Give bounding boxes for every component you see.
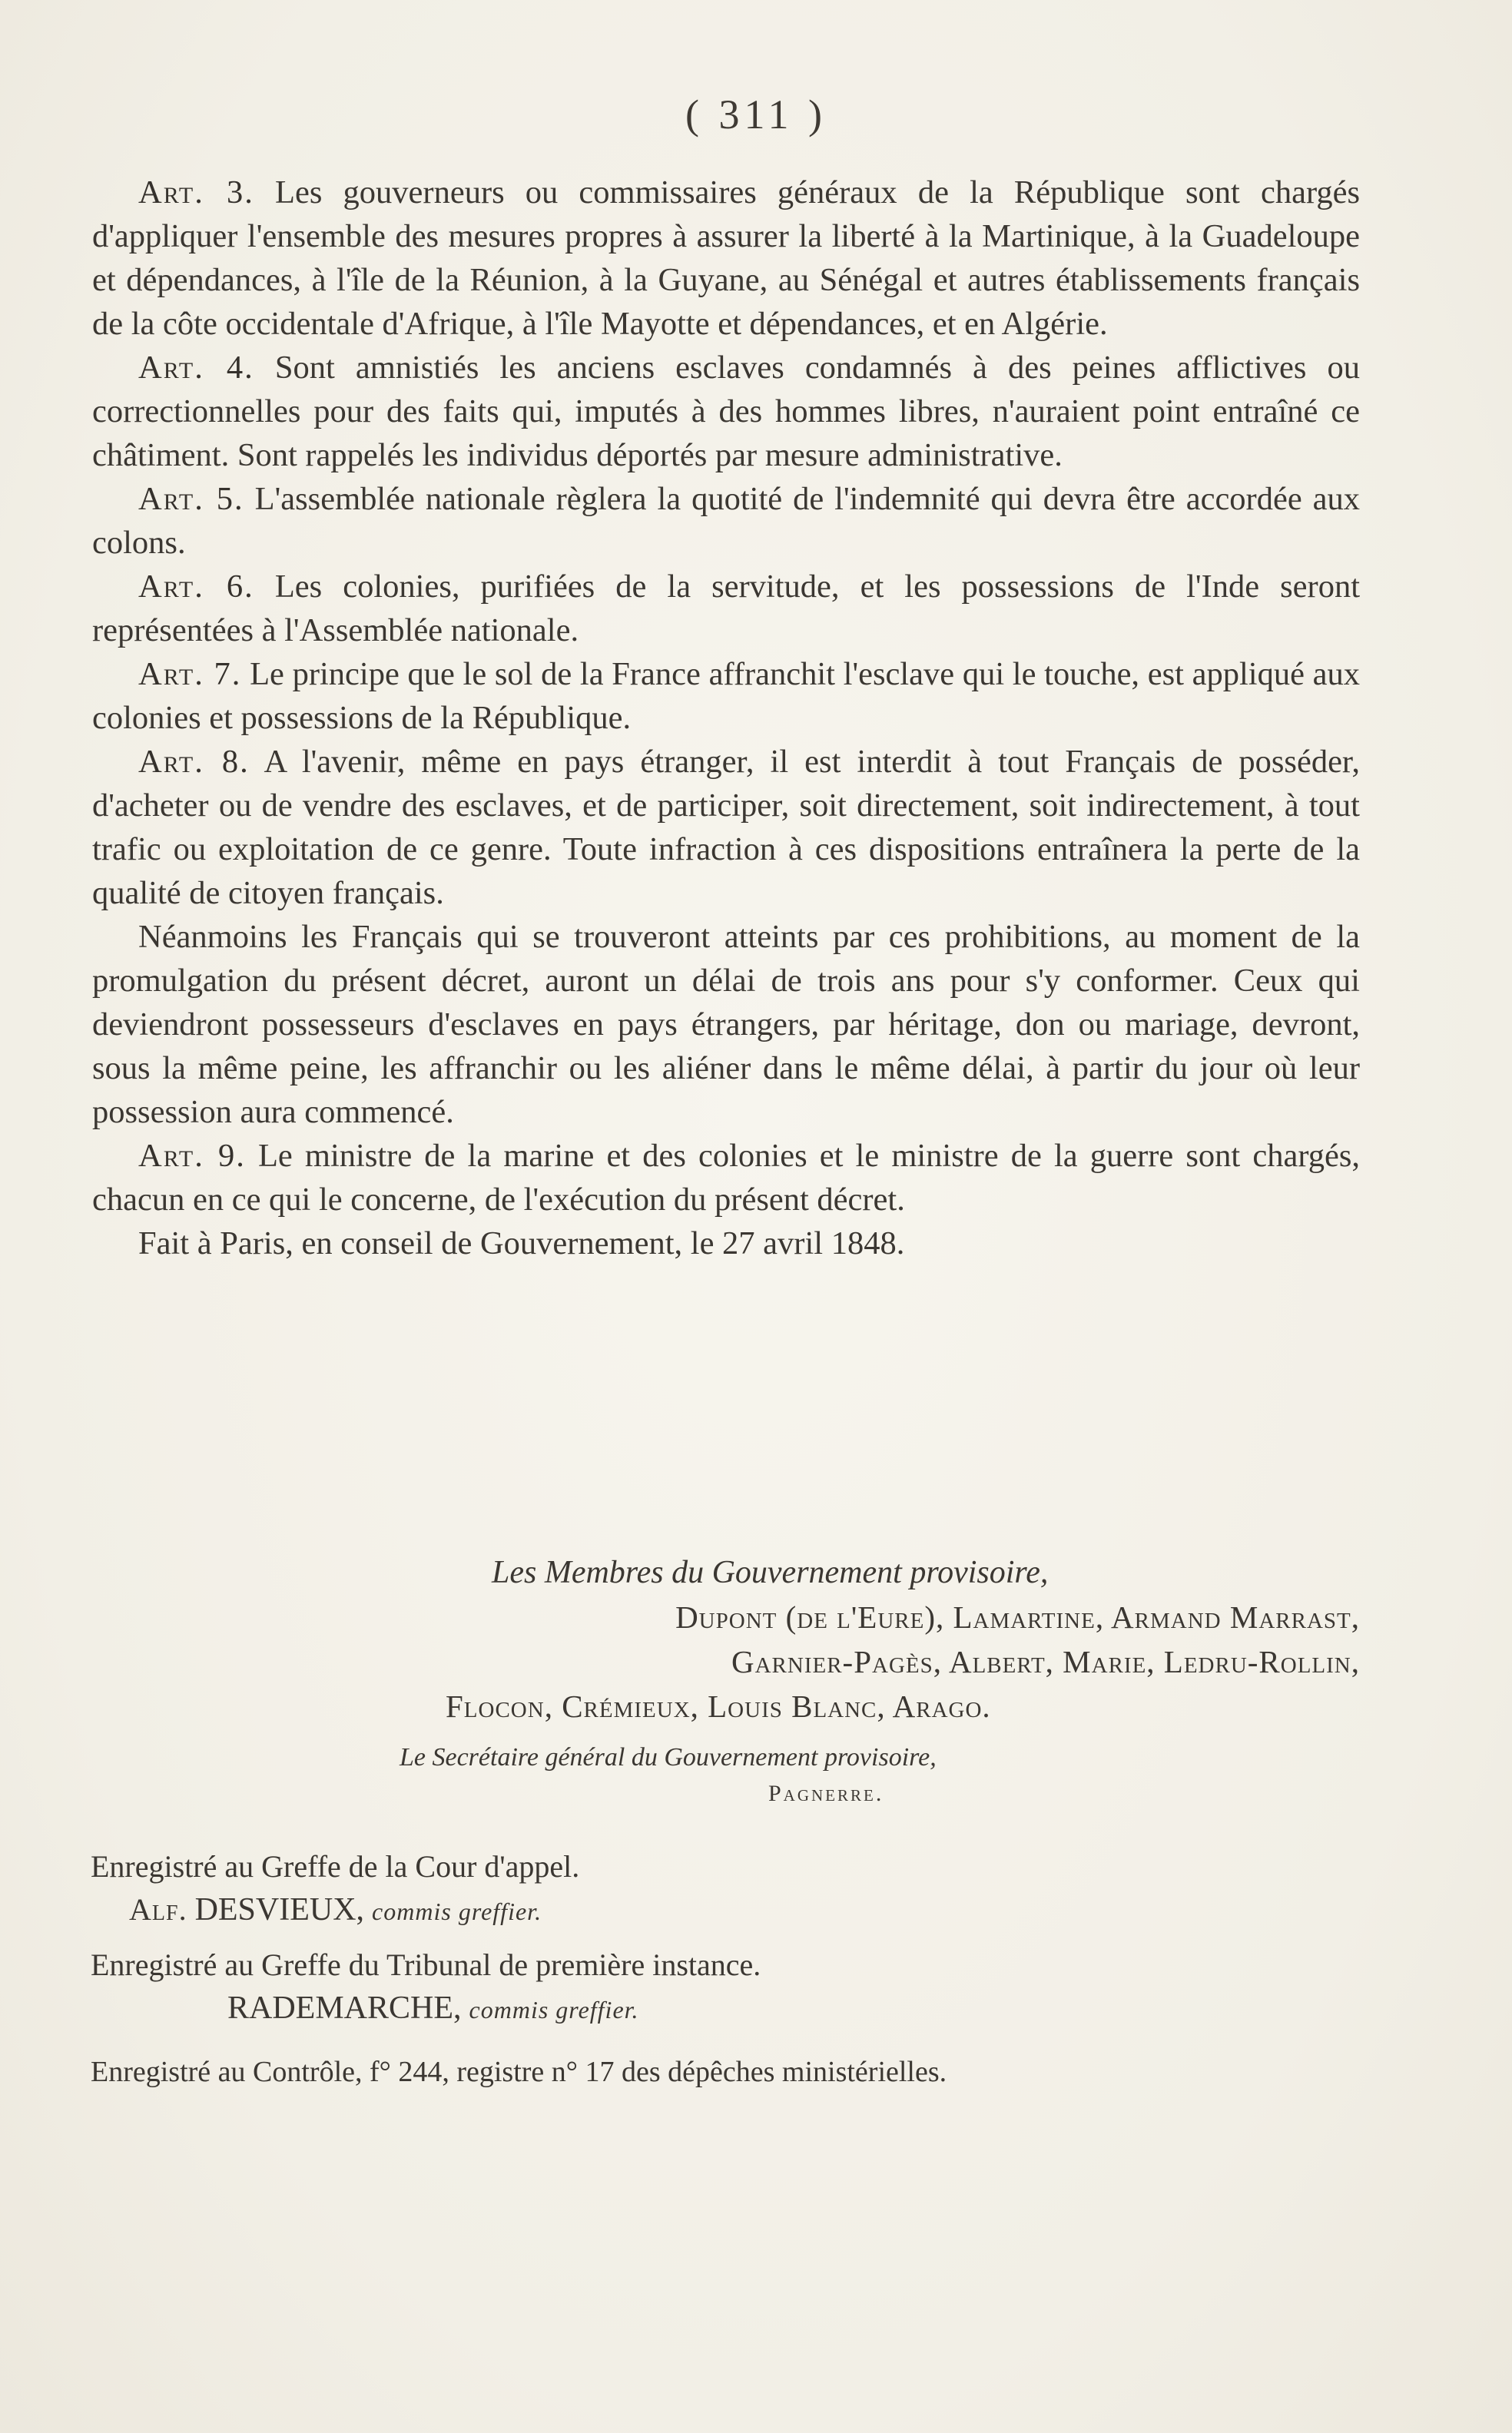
registration-notes (91, 1845, 1397, 2093)
clerk-signature (91, 1888, 1397, 1933)
paragraph-text: Néanmoins les Français qui se trouveront atteints par ces prohibitions, au moment de la promulgation du présent décret, auront un délai de trois ans pour s'y conformer. Ceux qui deviendront possesseurs d'esclaves en pays étrangers, par héritage, don ou mariage, devront, sous la même peine, les affranchir ou les aliéner dans le même délai, à partir du jour où leur possession aura commencé. (92, 919, 1360, 1130)
article-text: Les gouverneurs ou commissaires généraux de la République sont chargés d'appliquer l'ensemble des mesures propres à assurer la liberté à la Martinique, à la Guadeloupe et dépendances, à l'île de la Réunion, à la Guyane, au Sénégal et autres établissements français de la côte occidentale d'Afrique, à l'île Mayotte et dépendances, et en Algérie. (92, 174, 1361, 342)
article-paragraph (92, 740, 1360, 915)
continuation-paragraph (92, 915, 1360, 1134)
dating-text: Fait à Paris, en conseil de Gouvernement, le 27 avril 1848. (138, 1225, 905, 1261)
article-paragraph (92, 477, 1360, 565)
article-paragraph (92, 346, 1360, 477)
signatories-heading: Les Membres du Gouvernement provisoire, (492, 1555, 1049, 1590)
article-label: Art. 7. (138, 656, 242, 692)
article-text: Sont amnistiés les anciens esclaves condamnés à des peines afflictives ou correctionnelles pour des faits qui, imputés à des hommes libres, n'auraient point entraîné ce châtiment. Sont rappelés les individus déportés par mesure administrative. (92, 350, 1360, 473)
article-text: L'assemblée nationale règlera la quotité de l'indemnité qui devra être accordée aux colons. (92, 481, 1360, 561)
clerk-signature (91, 1987, 1397, 2031)
signatories-line: Garnier-Pagès, Albert, Marie, Ledru-Rollin, (731, 1644, 1360, 1679)
article-label: Art. 9. (138, 1138, 246, 1174)
article-label: Art. 6. (138, 568, 254, 605)
article-paragraph (92, 1134, 1360, 1221)
signatories-list (0, 1595, 1360, 1729)
clerk-name: RADEMARCHE, (227, 1990, 462, 2026)
signatories-line: Flocon, Crémieux, Louis Blanc, Arago. (446, 1689, 991, 1724)
signatories-line: Dupont (de l'Eure), Lamartine, Armand Marrast, (675, 1599, 1360, 1635)
article-label: Art. 3. (138, 174, 254, 210)
article-paragraph (92, 171, 1360, 346)
page-number: ( 311 ) (685, 91, 827, 138)
article-text: Les colonies, purifiées de la servitude, et les possessions de l'Inde seront représentées à l'Assemblée nationale. (92, 568, 1361, 648)
article-paragraph (92, 565, 1360, 652)
dating-line (92, 1221, 1360, 1265)
clerk-role: commis greffier. (372, 1898, 542, 1925)
signature-block (0, 1550, 1512, 1811)
article-paragraph (92, 652, 1360, 740)
clerk-name: DESVIEUX, (194, 1892, 365, 1928)
decree-body (92, 171, 1360, 1265)
article-text: Le principe que le sol de la France affranchit l'esclave qui le touche, est appliqué aux colonies et possessions de la République. (92, 656, 1360, 736)
article-text: A l'avenir, même en pays étranger, il est interdit à tout Français de posséder, d'acheter ou de vendre des esclaves, et de participer, soit directement, soit indirectement, à tout trafic ou exploitation de ce genre. Toute infraction à ces dispositions entraînera la perte de la qualité de citoyen français. (92, 744, 1361, 911)
secretary-title: Le Secrétaire général du Gouvernement provisoire, (400, 1743, 937, 1772)
registration-line: Enregistré au Contrôle, f° 244, registre n° 17 des dépêches ministérielles. (91, 2056, 947, 2088)
article-label: Art. 5. (138, 481, 244, 517)
clerk-role: commis greffier. (469, 1996, 639, 2024)
registration-line: Enregistré au Greffe de la Cour d'appel. (91, 1849, 580, 1884)
clerk-initial: Alf. (129, 1892, 187, 1927)
registration-line: Enregistré au Greffe du Tribunal de première instance. (91, 1947, 761, 1982)
article-label: Art. 8. (138, 744, 250, 780)
secretary-name: Pagnerre. (768, 1781, 884, 1806)
article-text: Le ministre de la marine et des colonies et le ministre de la guerre sont chargés, chacun en ce qui le concerne, de l'exécution du présent décret. (92, 1138, 1360, 1218)
article-label: Art. 4. (138, 350, 254, 386)
